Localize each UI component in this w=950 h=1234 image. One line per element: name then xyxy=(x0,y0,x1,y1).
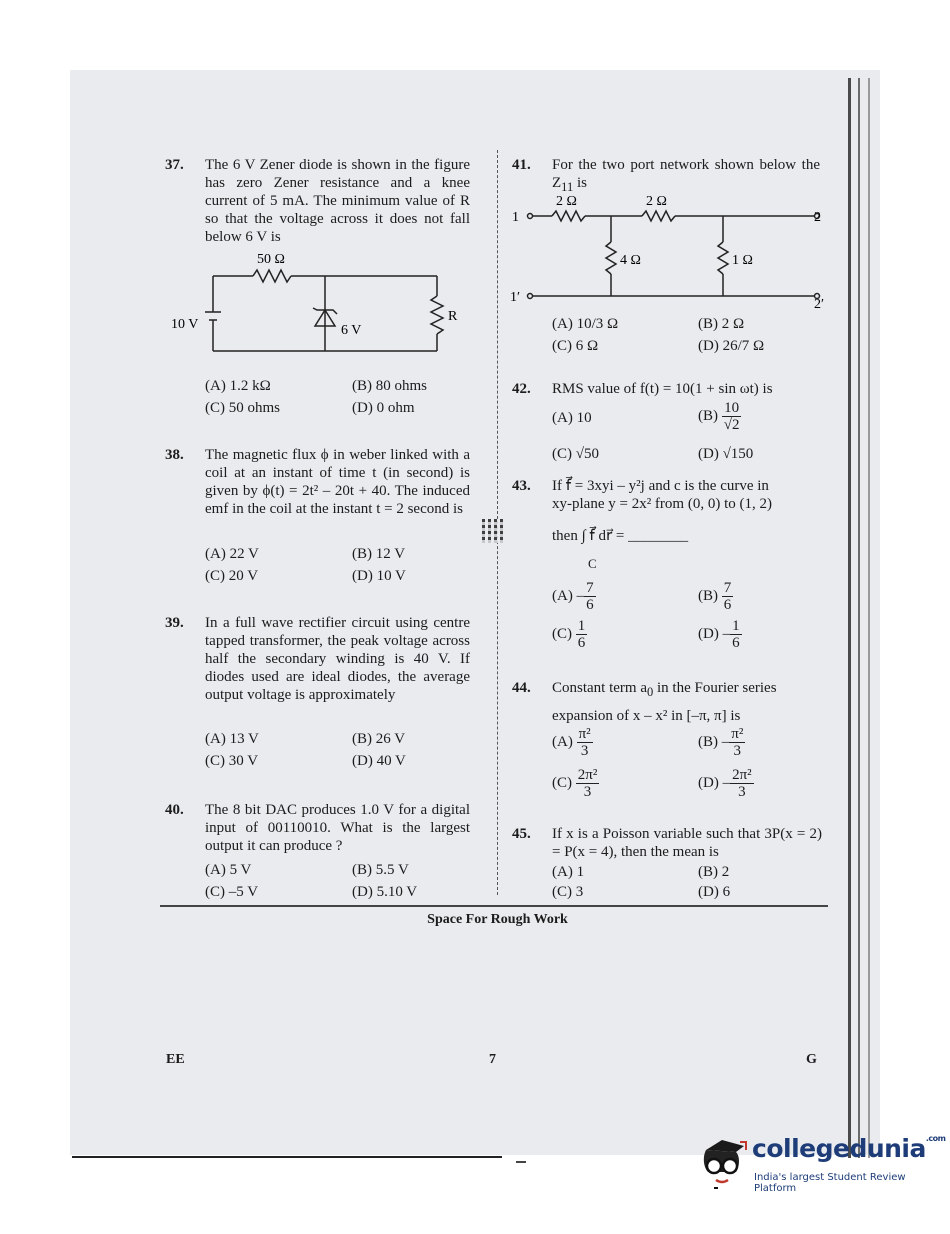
option-a[interactable]: (A) 1.2 kΩ xyxy=(205,378,271,394)
fraction: $\frac{\text{2π²}}{3}$ xyxy=(577,767,598,800)
option-c[interactable]: (C) $\frac{\text{2π²}}{3}$ xyxy=(552,767,598,800)
fraction: $\frac{7}{6}$ xyxy=(586,580,594,613)
collegedunia-logo[interactable] xyxy=(692,1126,946,1196)
option-b[interactable]: (B) $\frac{10}{√2}$ xyxy=(698,400,740,433)
two-port-network-diagram xyxy=(508,192,828,314)
question-text: Constant term $a_0$ in the Fourier series expansion of x – x² in [–π, π] is xyxy=(552,680,777,724)
fraction: $\frac{10}{√2}$ xyxy=(723,400,740,433)
option-d[interactable]: (D) – $\frac{1}{6}$ xyxy=(698,618,740,651)
question-text: The 6 V Zener diode is shown in the figure has zero Zener resistance and a knee current of 5 mA. The minimum value of R so that the voltage across it does not fall below 6 V is xyxy=(205,157,470,245)
option-c[interactable]: (C) 50 ohms xyxy=(205,400,280,416)
option-a[interactable]: (A) 5 V xyxy=(205,862,252,878)
option-a[interactable]: (A) 22 V xyxy=(205,546,259,562)
option-a[interactable]: (A) – $\frac{7}{6}$ xyxy=(552,580,594,613)
option-b[interactable]: (B) 2 Ω xyxy=(698,316,745,332)
option-a[interactable]: (A) 1 xyxy=(552,864,585,880)
option-a[interactable]: (A) 10/3 Ω xyxy=(552,316,619,332)
option-b[interactable]: (B) 80 ohms xyxy=(352,378,427,394)
footer-page-number: 7 xyxy=(489,1052,496,1067)
question-number: 43. xyxy=(512,478,531,494)
option-a[interactable]: (A) $\frac{\text{π²}}{3}$ xyxy=(552,726,591,759)
fraction: $\frac{1}{6}$ xyxy=(577,618,586,651)
resistor-label: 2 Ω xyxy=(556,194,577,209)
port-label: 2′ xyxy=(814,297,825,312)
page-mark xyxy=(516,1161,526,1163)
option-c[interactable]: (C) 3 xyxy=(552,884,584,900)
zener-label: 6 V xyxy=(341,323,362,338)
option-d[interactable]: (D) – $\frac{\text{2π²}}{3}$ xyxy=(698,767,752,800)
question-text: If x is a Poisson variable such that 3P(x = 2) = P(x = 4), then the mean is xyxy=(552,826,822,860)
logo-wordmark: collegedunia$^{.com}$ xyxy=(752,1134,946,1163)
option-d[interactable]: (D) 10 V xyxy=(352,568,406,584)
page-edge xyxy=(848,78,851,1158)
option-b[interactable]: (B) 2 xyxy=(698,864,730,880)
footer-subject-code: EE xyxy=(166,1052,185,1067)
option-d[interactable]: (D) 40 V xyxy=(352,753,406,769)
option-d[interactable]: (D) 0 ohm xyxy=(352,400,415,416)
fraction: $\frac{1}{6}$ xyxy=(732,618,740,651)
question-number: 39. xyxy=(165,615,184,631)
page-edge xyxy=(858,78,860,1158)
option-d[interactable]: (D) 26/7 Ω xyxy=(698,338,765,354)
option-d[interactable]: (D) √150 xyxy=(698,446,754,462)
option-c[interactable]: (C) √50 xyxy=(552,446,599,462)
fraction: $\frac{\text{π²}}{3}$ xyxy=(731,726,744,759)
load-label: R xyxy=(448,309,458,324)
port-label: 1 xyxy=(512,210,519,225)
page-edge xyxy=(868,78,870,1158)
fraction: $\frac{\text{2π²}}{3}$ xyxy=(732,767,752,800)
option-a[interactable]: (A) 10 xyxy=(552,410,592,426)
question-number: 42. xyxy=(512,381,531,397)
port-label: 1′ xyxy=(510,290,521,305)
option-a[interactable]: (A) 13 V xyxy=(205,731,259,747)
mascot-icon xyxy=(692,1128,750,1194)
page-bottom-edge xyxy=(72,1156,502,1158)
source-label: 10 V xyxy=(171,317,199,332)
resistor-label: 1 Ω xyxy=(732,253,753,268)
option-c[interactable]: (C) $\frac{1}{6}$ xyxy=(552,618,586,651)
question-text: The magnetic flux ϕ in weber linked with a coil at an instant of time t (in second) is given by ϕ(t) = 2t² – 20t + 40. The induced emf in the coil at the instant t = 2 second is xyxy=(205,447,470,517)
option-b[interactable]: (B) 12 V xyxy=(352,546,406,562)
option-d[interactable]: (D) 5.10 V xyxy=(352,884,418,900)
question-text: For the two port network shown below the $Z_{11}$ is xyxy=(552,157,820,194)
question-text: If f⃗ = 3xyi – y²j and c is the curve in xy-plane y = 2x² from (0, 0) to (1, 2) then ∫ f⃗ dr⃗ = ________ xyxy=(552,478,772,544)
question-text: RMS value of f(t) = 10(1 + sin ωt) is xyxy=(552,381,773,397)
question-number: 44. xyxy=(512,680,531,696)
option-b[interactable]: (B) – $\frac{\text{π²}}{3}$ xyxy=(698,726,744,759)
question-number: 45. xyxy=(512,826,531,842)
fraction: $\frac{7}{6}$ xyxy=(723,580,732,613)
qr-code-icon xyxy=(482,519,506,543)
option-b[interactable]: (B) 26 V xyxy=(352,731,406,747)
option-d[interactable]: (D) 6 xyxy=(698,884,731,900)
option-c[interactable]: (C) 30 V xyxy=(205,753,259,769)
section-divider xyxy=(160,905,828,907)
rough-work-heading: Space For Rough Work xyxy=(427,912,568,927)
question-text: In a full wave rectifier circuit using centre tapped transformer, the peak voltage across half the secondary winding is 40 V. If diodes used are ideal diodes, the average output voltage is approximately xyxy=(205,615,470,703)
port-label: 2 xyxy=(814,210,821,225)
zener-circuit-diagram xyxy=(165,248,475,373)
option-c[interactable]: (C) 20 V xyxy=(205,568,259,584)
option-b[interactable]: (B) $\frac{7}{6}$ xyxy=(698,580,732,613)
resistor-label: 50 Ω xyxy=(257,252,285,267)
integral-limit: C xyxy=(588,556,597,571)
question-text: The 8 bit DAC produces 1.0 V for a digital input of 00110010. What is the largest output it can produce ? xyxy=(205,802,470,854)
question-number: 38. xyxy=(165,447,184,463)
option-c[interactable]: (C) –5 V xyxy=(205,884,259,900)
footer-series: G xyxy=(806,1052,817,1067)
resistor-label: 4 Ω xyxy=(620,253,641,268)
option-c[interactable]: (C) 6 Ω xyxy=(552,338,599,354)
fraction: $\frac{\text{π²}}{3}$ xyxy=(578,726,591,759)
option-b[interactable]: (B) 5.5 V xyxy=(352,862,409,878)
resistor-label: 2 Ω xyxy=(646,194,667,209)
question-number: 41. xyxy=(512,157,531,173)
question-number: 37. xyxy=(165,157,184,173)
question-number: 40. xyxy=(165,802,184,818)
logo-tagline: India's largest Student Review Platform xyxy=(754,1172,906,1194)
